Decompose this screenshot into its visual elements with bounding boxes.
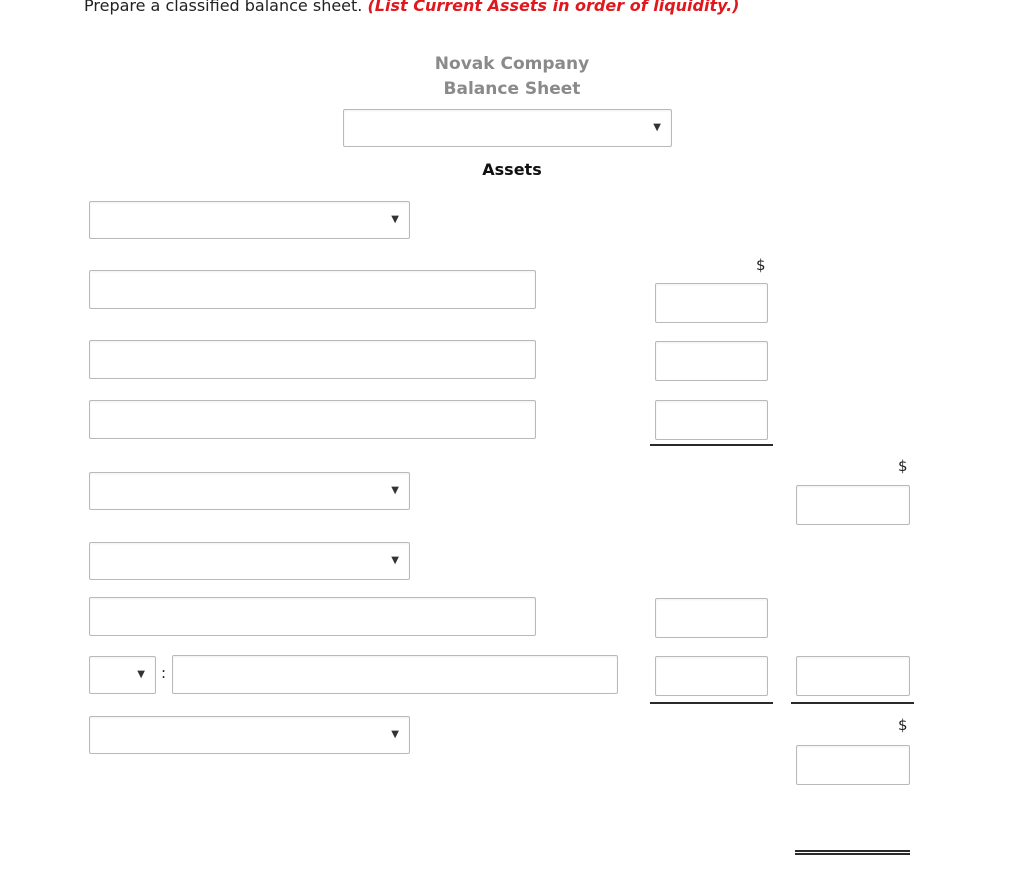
date-select[interactable]: [343, 109, 672, 147]
chevron-down-icon: ▼: [391, 554, 399, 566]
subtotal-underline: [650, 702, 773, 704]
less-prefix-select[interactable]: [89, 656, 156, 694]
ppe-amount-input[interactable]: [655, 598, 768, 638]
total-assets-input[interactable]: [796, 745, 910, 785]
colon-separator: :: [161, 664, 167, 682]
current-asset-label-input-3[interactable]: [89, 400, 536, 439]
chevron-down-icon: ▼: [391, 484, 399, 496]
dollar-sign: $: [898, 716, 908, 734]
dollar-sign: $: [756, 256, 766, 274]
current-assets-heading-select[interactable]: [89, 201, 410, 239]
instruction-emphasis: (List Current Assets in order of liquidity.): [367, 0, 740, 15]
ppe-label-input[interactable]: [89, 597, 536, 636]
current-asset-label-input-1[interactable]: [89, 270, 536, 309]
current-asset-amount-input-3[interactable]: [655, 400, 768, 440]
chevron-down-icon: ▼: [391, 728, 399, 740]
less-amount-input[interactable]: [655, 656, 768, 696]
total-current-assets-select[interactable]: [89, 472, 410, 510]
total-double-underline: [795, 850, 910, 855]
subtotal-underline: [791, 702, 914, 704]
chevron-down-icon: ▼: [137, 668, 145, 680]
total-current-assets-input[interactable]: [796, 485, 910, 525]
instruction-text: [84, 0, 739, 15]
total-assets-select[interactable]: [89, 716, 410, 754]
instruction-main: Prepare a classified balance sheet.: [84, 0, 363, 15]
section-title-assets: Assets: [482, 160, 542, 179]
current-asset-amount-input-2[interactable]: [655, 341, 768, 381]
subtotal-underline: [650, 444, 773, 446]
dollar-sign: $: [898, 457, 908, 475]
net-ppe-input[interactable]: [796, 656, 910, 696]
less-label-input[interactable]: [172, 655, 618, 694]
ppe-heading-select[interactable]: [89, 542, 410, 580]
company-name: Novak Company: [434, 54, 590, 74]
current-asset-amount-input-1[interactable]: [655, 283, 768, 323]
statement-title: Balance Sheet: [443, 79, 581, 99]
chevron-down-icon: ▼: [391, 213, 399, 225]
chevron-down-icon: ▼: [653, 121, 661, 133]
current-asset-label-input-2[interactable]: [89, 340, 536, 379]
